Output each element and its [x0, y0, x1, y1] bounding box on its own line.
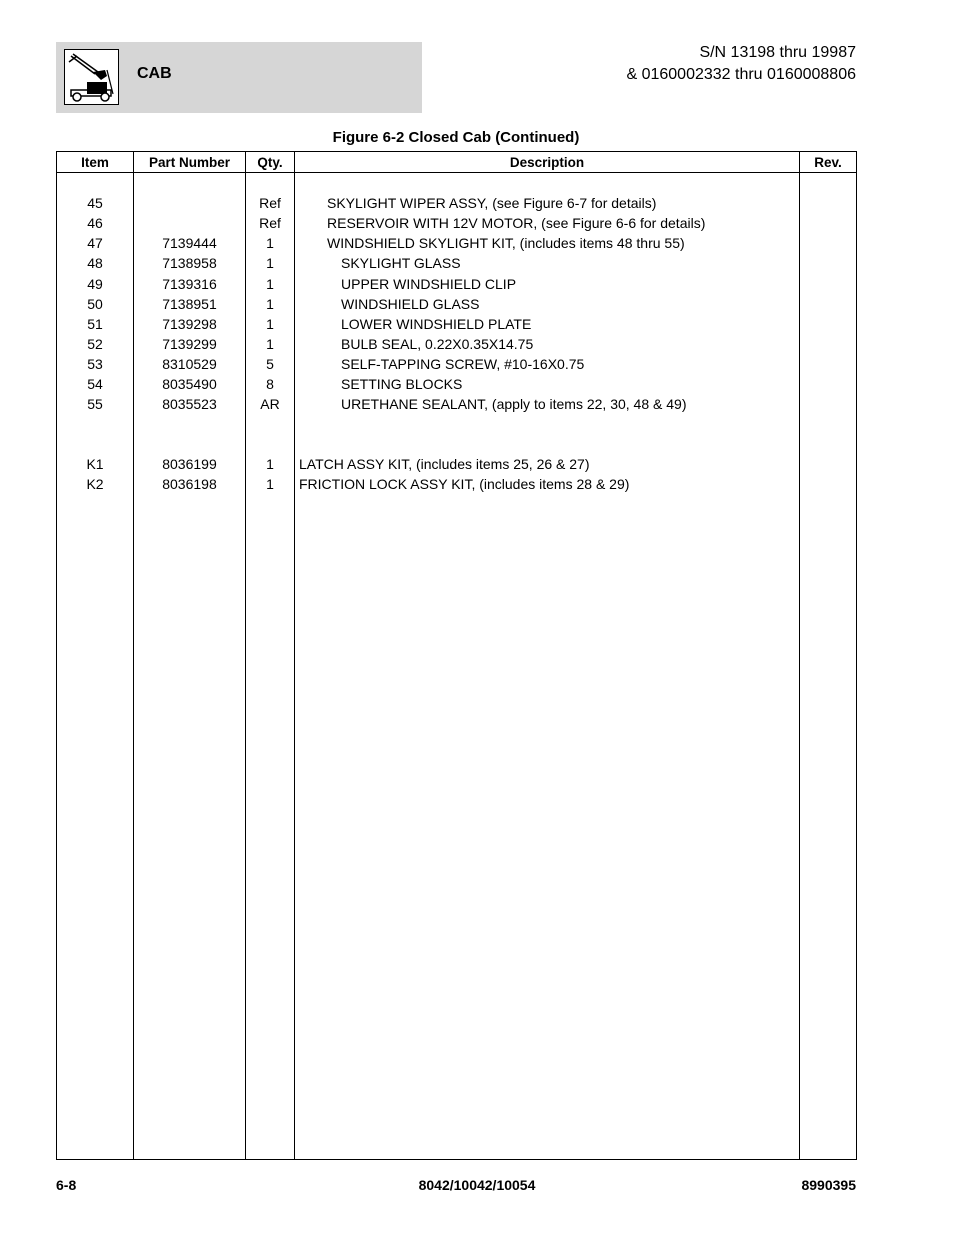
- item-cell: 45: [57, 193, 134, 213]
- item-cell: 50: [57, 294, 134, 314]
- table-row: [57, 294, 857, 314]
- table-row: [57, 334, 857, 354]
- part-number-cell: 8310529: [134, 354, 246, 374]
- rev-cell: [800, 354, 857, 374]
- description-cell: SETTING BLOCKS: [295, 374, 800, 394]
- item-cell: 54: [57, 374, 134, 394]
- item-cell: K2: [57, 474, 134, 494]
- description-cell: LOWER WINDSHIELD PLATE: [295, 314, 800, 334]
- part-number-cell: 7139444: [134, 233, 246, 253]
- table-row: [57, 273, 857, 293]
- qty-cell: 8: [246, 374, 295, 394]
- rev-cell: [800, 394, 857, 414]
- table-row: [57, 314, 857, 334]
- table-spacer-row: [57, 414, 857, 454]
- rev-cell: [800, 374, 857, 394]
- part-number-cell: 7138958: [134, 253, 246, 273]
- description-cell: WINDSHIELD SKYLIGHT KIT, (includes items 48 thru 55): [295, 233, 800, 253]
- qty-cell: Ref: [246, 213, 295, 233]
- qty-cell: 1: [246, 233, 295, 253]
- part-number-cell: 7139298: [134, 314, 246, 334]
- item-cell: 51: [57, 314, 134, 334]
- table-row: [57, 354, 857, 374]
- item-cell: 52: [57, 334, 134, 354]
- item-cell: 53: [57, 354, 134, 374]
- table-row: [57, 253, 857, 273]
- rev-cell: [800, 454, 857, 474]
- item-cell: 46: [57, 213, 134, 233]
- qty-cell: Ref: [246, 193, 295, 213]
- description-cell: WINDSHIELD GLASS: [295, 294, 800, 314]
- rev-cell: [800, 233, 857, 253]
- rev-cell: [800, 474, 857, 494]
- description-cell: LATCH ASSY KIT, (includes items 25, 26 & 27): [295, 454, 800, 474]
- figure-title: Figure 6-2 Closed Cab (Continued): [332, 129, 580, 146]
- part-number-cell: 7138951: [134, 294, 246, 314]
- description-cell: UPPER WINDSHIELD CLIP: [295, 273, 800, 293]
- qty-cell: 1: [246, 334, 295, 354]
- parts-table: [56, 151, 857, 1160]
- part-number-cell: 7139316: [134, 273, 246, 293]
- model-numbers: 8042/10042/10054: [418, 1177, 536, 1193]
- item-cell: 49: [57, 273, 134, 293]
- table-header-row: [57, 152, 857, 173]
- rev-cell: [800, 253, 857, 273]
- table-row: [57, 233, 857, 253]
- description-cell: FRICTION LOCK ASSY KIT, (includes items 28 & 29): [295, 474, 800, 494]
- part-number-cell: 7139299: [134, 334, 246, 354]
- rev-cell: [800, 273, 857, 293]
- qty-cell: AR: [246, 394, 295, 414]
- table-row: [57, 394, 857, 414]
- telehandler-logo-icon: [64, 49, 119, 105]
- item-cell: 55: [57, 394, 134, 414]
- part-number-cell: 8036198: [134, 474, 246, 494]
- qty-cell: 1: [246, 273, 295, 293]
- rev-cell: [800, 193, 857, 213]
- table-row: [57, 193, 857, 213]
- page-number: 6-8: [56, 1177, 77, 1193]
- document-number: 8990395: [801, 1177, 856, 1193]
- description-cell: SKYLIGHT GLASS: [295, 253, 800, 273]
- column-header-part-number: Part Number: [134, 152, 246, 173]
- part-number-cell: 8035490: [134, 374, 246, 394]
- qty-cell: 1: [246, 294, 295, 314]
- column-header-item: Item: [57, 152, 134, 173]
- serial-line-1: S/N 13198 thru 19987: [699, 44, 856, 61]
- rev-cell: [800, 314, 857, 334]
- item-cell: 47: [57, 233, 134, 253]
- qty-cell: 5: [246, 354, 295, 374]
- qty-cell: 1: [246, 474, 295, 494]
- column-header-rev: Rev.: [800, 152, 857, 173]
- column-header-qty: Qty.: [246, 152, 295, 173]
- rev-cell: [800, 213, 857, 233]
- item-cell: 48: [57, 253, 134, 273]
- part-number-cell: [134, 213, 246, 233]
- table-row: [57, 213, 857, 233]
- qty-cell: 1: [246, 314, 295, 334]
- section-title: CAB: [137, 65, 172, 82]
- part-number-cell: [134, 193, 246, 213]
- description-cell: SELF-TAPPING SCREW, #10-16X0.75: [295, 354, 800, 374]
- rev-cell: [800, 294, 857, 314]
- table-row: [57, 454, 857, 474]
- table-filler-row: [57, 494, 857, 1159]
- description-cell: SKYLIGHT WIPER ASSY, (see Figure 6-7 for details): [295, 193, 800, 213]
- item-cell: K1: [57, 454, 134, 474]
- description-cell: URETHANE SEALANT, (apply to items 22, 30, 48 & 49): [295, 394, 800, 414]
- qty-cell: 1: [246, 454, 295, 474]
- serial-number-range: [626, 42, 856, 86]
- description-cell: BULB SEAL, 0.22X0.35X14.75: [295, 334, 800, 354]
- part-number-cell: 8036199: [134, 454, 246, 474]
- qty-cell: 1: [246, 253, 295, 273]
- column-header-description: Description: [295, 152, 800, 173]
- serial-line-2: & 0160002332 thru 0160008806: [626, 66, 856, 83]
- table-row: [57, 374, 857, 394]
- table-row: [57, 474, 857, 494]
- rev-cell: [800, 334, 857, 354]
- part-number-cell: 8035523: [134, 394, 246, 414]
- description-cell: RESERVOIR WITH 12V MOTOR, (see Figure 6-6 for details): [295, 213, 800, 233]
